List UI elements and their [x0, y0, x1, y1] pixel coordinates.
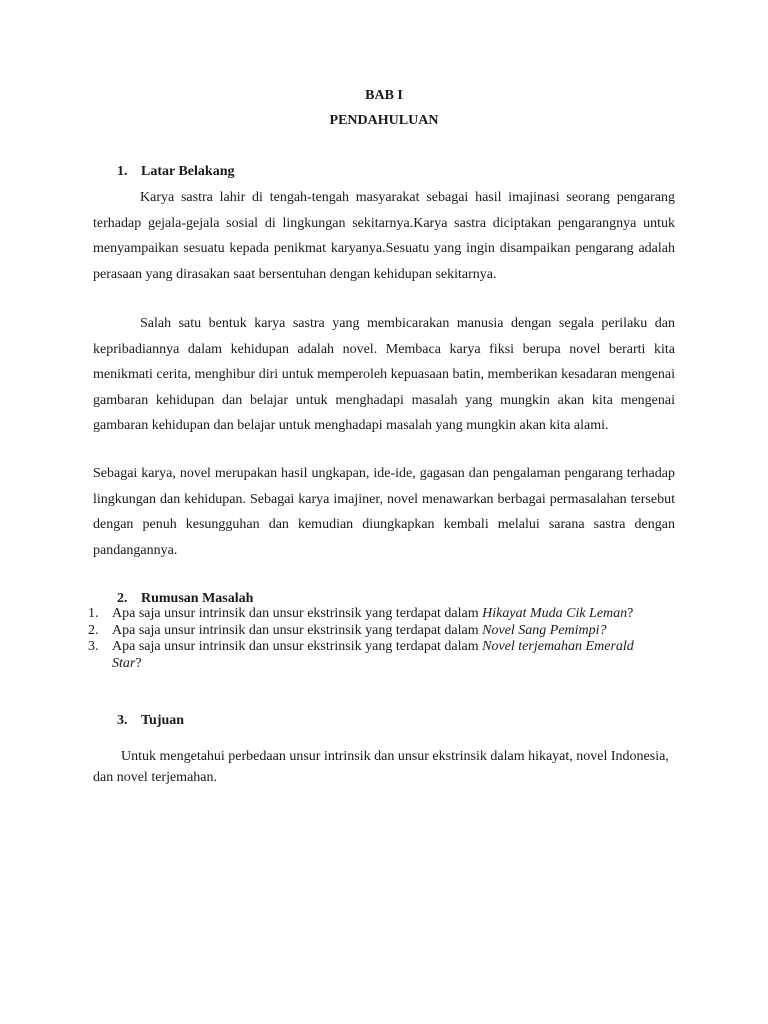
section-1-title: Latar Belakang — [141, 164, 235, 179]
section-3-title: Tujuan — [141, 713, 185, 728]
paragraph-tujuan: Untuk mengetahui perbedaan unsur intrinsik dan unsur ekstrinsik dalam hikayat, novel Indonesia, dan novel terjemahan. — [93, 749, 669, 785]
paragraph-latar-belakang-1: Karya sastra lahir di tengah-tengah masyarakat sebagai hasil imajinasi seorang pengarang terhadap gejala-gejala sosial di lingkungan sekitarnya.Karya sastra diciptakan pengarangnya untuk menyampaikan sesuatu kepada penikmat karyanya.Sesuatu yang ingin disampaikan pengarang adalah perasaan yang dirasakan saat bersentuhan dengan kehidupan sekitarnya. — [93, 190, 675, 282]
rumusan-masalah-list — [88, 606, 648, 672]
list-item: 2. Apa saja unsur intrinsik dan unsur ekstrinsik yang terdapat dalam Novel Sang Pemimpi? — [88, 622, 607, 638]
section-2-number: 2. — [117, 591, 128, 606]
chapter-title: PENDAHULUAN — [329, 113, 439, 128]
chapter-number: BAB I — [365, 88, 403, 103]
paragraph-latar-belakang-2: Salah satu bentuk karya sastra yang membicarakan manusia dengan segala perilaku dan kepribadiannya dalam kehidupan adalah novel. Membaca karya fiksi berupa novel berarti kita menikmati cerita, menghibur diri untuk memperoleh kepuasaan batin, memberikan kesadaran mengenai gambaran kehidupan dan belajar untuk menghadapi masalah yang mungkin akan kita mengenai gambaran kehidupan dan belajar untuk menghadapi masalah yang mungkin akan kita alami. — [93, 316, 675, 433]
list-item: 3. Apa saja unsur intrinsik dan unsur ekstrinsik yang terdapat dalam Novel terjemahan Emerald Star? — [88, 639, 634, 671]
paragraph-latar-belakang-3: Sebagai karya, novel merupakan hasil ungkapan, ide-ide, gagasan dan pengalaman pengarang terhadap lingkungan dan kehidupan. Sebagai karya imajiner, novel menawarkan berbagai permasalahan tersebut dengan penuh kesungguhan dan kemudian diungkapkan kembali melalui sarana sastra dengan pandangannya. — [93, 466, 675, 558]
section-3-number: 3. — [117, 713, 128, 728]
section-2-title: Rumusan Masalah — [141, 591, 254, 606]
section-1-number: 1. — [117, 164, 128, 179]
list-item: 1. Apa saja unsur intrinsik dan unsur ekstrinsik yang terdapat dalam Hikayat Muda Cik Leman? — [88, 606, 634, 621]
